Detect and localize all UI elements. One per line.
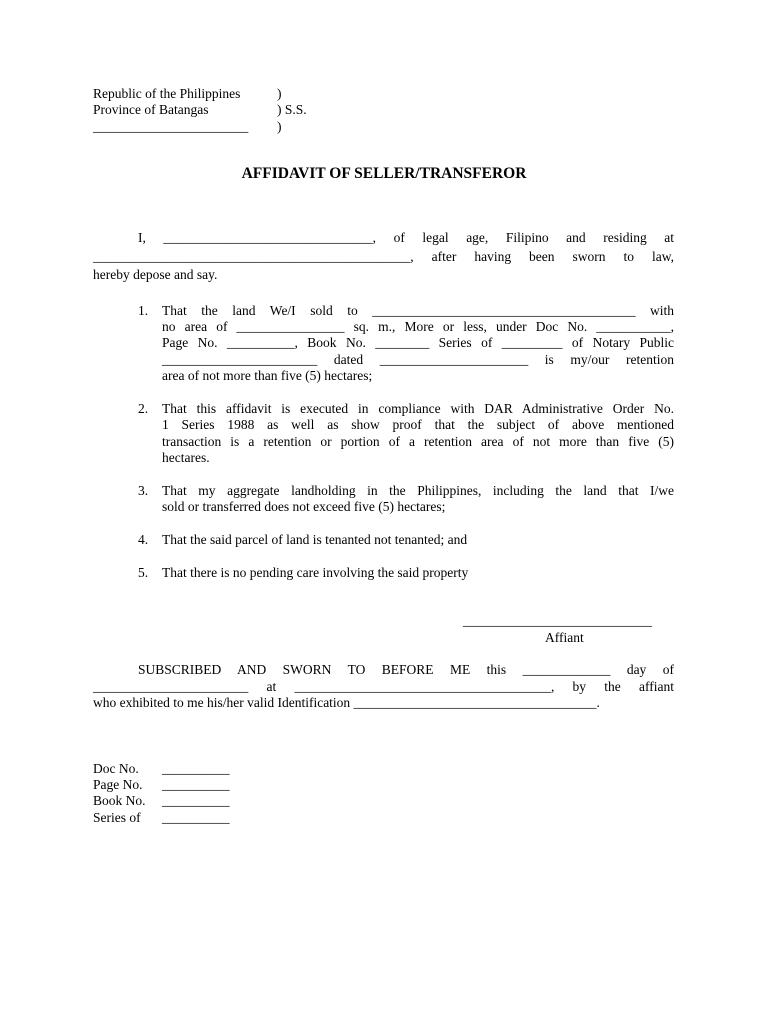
venue-province: Province of Batangas bbox=[93, 102, 209, 117]
item-line: area of not more than five (5) hectares; bbox=[162, 368, 373, 383]
venue-paren: ) bbox=[277, 119, 282, 134]
item-number: 1. bbox=[138, 303, 149, 318]
intro-line: hereby depose and say. bbox=[93, 267, 218, 282]
venue-country: Republic of the Philippines bbox=[93, 86, 241, 101]
doc-no-label: Doc No. bbox=[93, 761, 139, 776]
item-line: _______________________ dated ______________________ is my/our retention bbox=[162, 352, 674, 367]
venue-city-blank: _______________________ bbox=[93, 119, 249, 134]
item-line: sold or transferred does not exceed five (5) hectares; bbox=[162, 499, 446, 514]
doc-no-blank: __________ bbox=[162, 761, 230, 776]
item-line: hectares. bbox=[162, 450, 210, 465]
signature-line: ____________________________ bbox=[463, 613, 652, 628]
series-label: Series of bbox=[93, 810, 141, 825]
affiant-label: Affiant bbox=[545, 630, 584, 645]
item-line: That the land We/I sold to _______________________________________ with bbox=[162, 303, 674, 318]
venue-ss: ) S.S. bbox=[277, 102, 307, 117]
document-title: AFFIDAVIT OF SELLER/TRANSFEROR bbox=[241, 165, 527, 182]
page-no-label: Page No. bbox=[93, 777, 143, 792]
item-number: 5. bbox=[138, 565, 149, 580]
item-number: 4. bbox=[138, 532, 149, 547]
intro-line: _______________________________________________, after having been sworn to law, bbox=[93, 249, 674, 264]
item-line: That my aggregate landholding in the Philippines, including the land that I/we bbox=[162, 483, 674, 498]
venue-paren: ) bbox=[277, 86, 282, 101]
jurat-line: who exhibited to me his/her valid Identification ____________________________________. bbox=[93, 695, 600, 710]
page-no-blank: __________ bbox=[162, 777, 230, 792]
item-line: That this affidavit is executed in compliance with DAR Administrative Order No. bbox=[162, 401, 674, 416]
book-no-blank: __________ bbox=[162, 793, 230, 808]
item-line: That the said parcel of land is tenanted not tenanted; and bbox=[162, 532, 468, 547]
item-line: That there is no pending care involving the said property bbox=[162, 565, 469, 580]
book-no-label: Book No. bbox=[93, 793, 146, 808]
item-number: 2. bbox=[138, 401, 149, 416]
jurat-line: _______________________ at ______________________________________, by the affiant bbox=[93, 679, 674, 694]
item-number: 3. bbox=[138, 483, 149, 498]
item-line: transaction is a retention or portion of a retention area of not more than five (5) bbox=[162, 434, 674, 449]
item-line: Page No. __________, Book No. ________ Series of _________ of Notary Public bbox=[162, 335, 674, 350]
item-line: 1 Series 1988 as well as show proof that the subject of above mentioned bbox=[162, 417, 674, 432]
series-blank: __________ bbox=[162, 810, 230, 825]
item-line: no area of ________________ sq. m., More or less, under Doc No. ___________, bbox=[162, 319, 674, 334]
intro-line: I, _______________________________, of legal age, Filipino and residing at bbox=[138, 230, 674, 245]
jurat-line: SUBSCRIBED AND SWORN TO BEFORE ME this _____________ day of bbox=[138, 662, 674, 677]
